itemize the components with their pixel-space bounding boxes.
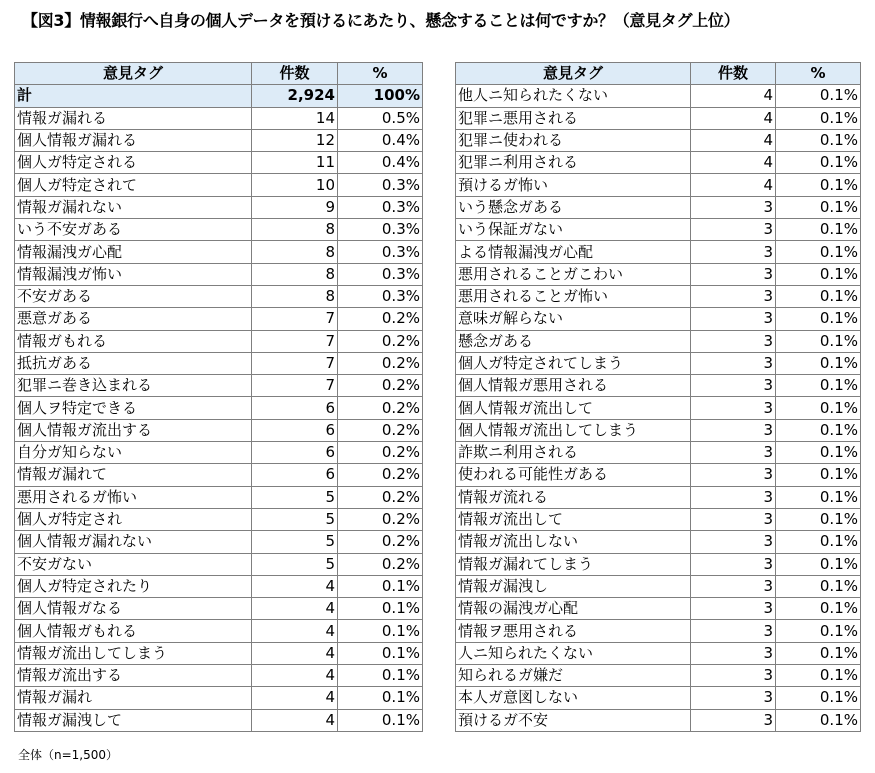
table-row — [15, 442, 423, 464]
table-row — [15, 107, 423, 129]
tag-cell: いう保証ガない — [456, 219, 691, 241]
table-row — [456, 330, 861, 352]
total-row — [15, 85, 423, 107]
tag-cell: 情報ガ流出しない — [456, 531, 691, 553]
table-row — [15, 598, 423, 620]
count-cell: 6 — [252, 464, 338, 486]
count-cell: 9 — [252, 196, 338, 218]
percent-cell: 0.1% — [776, 553, 861, 575]
table-row — [15, 397, 423, 419]
count-cell: 4 — [691, 174, 776, 196]
table-row — [15, 709, 423, 731]
count-cell: 4 — [252, 620, 338, 642]
percent-cell: 0.1% — [776, 642, 861, 664]
tag-cell: 情報ガ漏れてしまう — [456, 553, 691, 575]
count-cell: 8 — [252, 285, 338, 307]
tag-cell: 個人情報ガ流出する — [15, 419, 252, 441]
count-cell: 4 — [252, 598, 338, 620]
tag-cell: 情報ガもれる — [15, 330, 252, 352]
table-row — [456, 152, 861, 174]
tag-cell: 知られるガ嫌だ — [456, 665, 691, 687]
count-cell: 3 — [691, 486, 776, 508]
tag-cell: 情報ガ流出して — [456, 508, 691, 530]
percent-cell: 0.1% — [776, 352, 861, 374]
count-cell: 11 — [252, 152, 338, 174]
tag-cell: 不安ガある — [15, 285, 252, 307]
count-cell: 3 — [691, 419, 776, 441]
total-label: 計 — [15, 85, 252, 107]
table-row — [15, 352, 423, 374]
count-cell: 4 — [691, 107, 776, 129]
percent-cell: 0.1% — [776, 129, 861, 151]
total-count: 2,924 — [252, 85, 338, 107]
tag-cell: 個人情報ガ流出してしまう — [456, 419, 691, 441]
table-row — [456, 375, 861, 397]
table-row — [456, 687, 861, 709]
tag-cell: 情報ガ漏れる — [15, 107, 252, 129]
table-row — [456, 598, 861, 620]
column-header-tag: 意見タグ — [456, 63, 691, 85]
count-cell: 3 — [691, 575, 776, 597]
percent-cell: 0.2% — [338, 508, 423, 530]
count-cell: 4 — [252, 709, 338, 731]
tag-cell: 犯罪ニ使われる — [456, 129, 691, 151]
table-row — [15, 174, 423, 196]
percent-cell: 0.2% — [338, 419, 423, 441]
table-row — [456, 419, 861, 441]
table-row — [456, 620, 861, 642]
count-cell: 3 — [691, 464, 776, 486]
column-header-count: 件数 — [252, 63, 338, 85]
table-row — [456, 575, 861, 597]
percent-cell: 0.5% — [338, 107, 423, 129]
count-cell: 7 — [252, 375, 338, 397]
tag-cell: 個人ガ特定されてしまう — [456, 352, 691, 374]
tag-cell: 個人ガ特定される — [15, 152, 252, 174]
table-row — [15, 241, 423, 263]
percent-cell: 0.1% — [776, 219, 861, 241]
table-row — [15, 642, 423, 664]
tag-cell: 意味ガ解らない — [456, 308, 691, 330]
table-row — [456, 397, 861, 419]
table-row — [456, 508, 861, 530]
column-header-percent: % — [776, 63, 861, 85]
table-row — [15, 553, 423, 575]
count-cell: 3 — [691, 687, 776, 709]
tag-cell: 自分ガ知らない — [15, 442, 252, 464]
column-header-tag: 意見タグ — [15, 63, 252, 85]
count-cell: 3 — [691, 397, 776, 419]
tag-cell: 個人情報ガ漏れない — [15, 531, 252, 553]
count-cell: 3 — [691, 352, 776, 374]
tag-cell: 個人ヲ特定できる — [15, 397, 252, 419]
percent-cell: 0.2% — [338, 397, 423, 419]
percent-cell: 0.1% — [776, 442, 861, 464]
table-row — [456, 709, 861, 731]
count-cell: 3 — [691, 308, 776, 330]
table-row — [456, 352, 861, 374]
count-cell: 3 — [691, 642, 776, 664]
tag-cell: 個人情報ガもれる — [15, 620, 252, 642]
table-row — [456, 486, 861, 508]
tag-cell: 悪用されることガこわい — [456, 263, 691, 285]
tag-cell: 情報の漏洩ガ心配 — [456, 598, 691, 620]
percent-cell: 0.1% — [338, 575, 423, 597]
tag-cell: 個人ガ特定され — [15, 508, 252, 530]
tag-cell: 情報ガ漏洩し — [456, 575, 691, 597]
tag-cell: 本人ガ意図しない — [456, 687, 691, 709]
count-cell: 4 — [252, 642, 338, 664]
percent-cell: 0.1% — [776, 263, 861, 285]
count-cell: 10 — [252, 174, 338, 196]
count-cell: 3 — [691, 241, 776, 263]
tag-cell: 情報ガ漏れない — [15, 196, 252, 218]
percent-cell: 0.1% — [776, 687, 861, 709]
tag-cell: 預けるガ怖い — [456, 174, 691, 196]
tag-cell: 情報漏洩ガ心配 — [15, 241, 252, 263]
table-row — [456, 219, 861, 241]
percent-cell: 0.2% — [338, 553, 423, 575]
count-cell: 7 — [252, 330, 338, 352]
tag-cell: 情報ガ漏れ — [15, 687, 252, 709]
sample-size-note: 全体（n=1,500） — [18, 748, 119, 762]
percent-cell: 0.2% — [338, 442, 423, 464]
count-cell: 3 — [691, 285, 776, 307]
table-row — [456, 531, 861, 553]
percent-cell: 0.1% — [776, 308, 861, 330]
table-row — [15, 219, 423, 241]
count-cell: 8 — [252, 263, 338, 285]
count-cell: 4 — [691, 129, 776, 151]
percent-cell: 0.2% — [338, 464, 423, 486]
percent-cell: 0.2% — [338, 486, 423, 508]
percent-cell: 0.2% — [338, 352, 423, 374]
count-cell: 6 — [252, 442, 338, 464]
percent-cell: 0.4% — [338, 129, 423, 151]
table-row — [456, 263, 861, 285]
tag-cell: 個人ガ特定されて — [15, 174, 252, 196]
tag-cell: 他人ニ知られたくない — [456, 85, 691, 107]
count-cell: 3 — [691, 442, 776, 464]
count-cell: 3 — [691, 620, 776, 642]
percent-cell: 0.1% — [776, 598, 861, 620]
count-cell: 3 — [691, 330, 776, 352]
table-row — [15, 575, 423, 597]
count-cell: 14 — [252, 107, 338, 129]
percent-cell: 0.3% — [338, 263, 423, 285]
tag-cell: 情報漏洩ガ怖い — [15, 263, 252, 285]
percent-cell: 0.1% — [338, 642, 423, 664]
count-cell: 6 — [252, 397, 338, 419]
table-row — [456, 308, 861, 330]
percent-cell: 0.1% — [338, 709, 423, 731]
tag-cell: 情報ガ流出する — [15, 665, 252, 687]
table-row — [15, 375, 423, 397]
percent-cell: 0.2% — [338, 531, 423, 553]
table-row — [456, 174, 861, 196]
table-row — [456, 196, 861, 218]
percent-cell: 0.1% — [776, 107, 861, 129]
count-cell: 5 — [252, 486, 338, 508]
tag-cell: 情報ガ流れる — [456, 486, 691, 508]
percent-cell: 0.2% — [338, 308, 423, 330]
percent-cell: 0.1% — [776, 241, 861, 263]
table-row — [15, 196, 423, 218]
percent-cell: 0.2% — [338, 375, 423, 397]
figure-title: 【図3】情報銀行へ自身の個人データを預けるにあたり、懸念することは何ですか？（意見タグ上位） — [22, 11, 740, 30]
column-header-percent: % — [338, 63, 423, 85]
table-row — [15, 508, 423, 530]
tag-cell: 人ニ知られたくない — [456, 642, 691, 664]
opinion-tag-table-left — [14, 62, 423, 732]
tag-cell: 不安ガない — [15, 553, 252, 575]
tag-cell: 詐欺ニ利用される — [456, 442, 691, 464]
percent-cell: 0.1% — [776, 464, 861, 486]
column-header-count: 件数 — [691, 63, 776, 85]
table-row — [15, 330, 423, 352]
count-cell: 3 — [691, 598, 776, 620]
table-row — [456, 442, 861, 464]
tag-cell: 犯罪ニ悪用される — [456, 107, 691, 129]
percent-cell: 0.1% — [776, 419, 861, 441]
tag-cell: いう懸念ガある — [456, 196, 691, 218]
table-row — [15, 486, 423, 508]
table-row — [456, 241, 861, 263]
percent-cell: 0.1% — [776, 152, 861, 174]
count-cell: 6 — [252, 419, 338, 441]
percent-cell: 0.3% — [338, 219, 423, 241]
percent-cell: 0.1% — [776, 709, 861, 731]
count-cell: 7 — [252, 308, 338, 330]
table-row — [15, 129, 423, 151]
percent-cell: 0.1% — [776, 486, 861, 508]
tag-cell: 個人情報ガなる — [15, 598, 252, 620]
tag-cell: 悪用されることガ怖い — [456, 285, 691, 307]
count-cell: 4 — [691, 85, 776, 107]
tag-cell: 懸念ガある — [456, 330, 691, 352]
count-cell: 3 — [691, 709, 776, 731]
count-cell: 5 — [252, 508, 338, 530]
percent-cell: 0.1% — [776, 508, 861, 530]
tag-cell: よる情報漏洩ガ心配 — [456, 241, 691, 263]
tag-cell: 預けるガ不安 — [456, 709, 691, 731]
percent-cell: 0.1% — [338, 665, 423, 687]
table-row — [15, 665, 423, 687]
percent-cell: 0.1% — [338, 687, 423, 709]
table-row — [456, 464, 861, 486]
tag-cell: 個人情報ガ漏れる — [15, 129, 252, 151]
tag-cell: 個人情報ガ流出して — [456, 397, 691, 419]
count-cell: 3 — [691, 263, 776, 285]
tag-cell: 情報ガ漏洩して — [15, 709, 252, 731]
count-cell: 5 — [252, 531, 338, 553]
percent-cell: 0.3% — [338, 174, 423, 196]
tag-cell: 個人情報ガ悪用される — [456, 375, 691, 397]
percent-cell: 0.1% — [776, 285, 861, 307]
count-cell: 8 — [252, 219, 338, 241]
table-row — [456, 285, 861, 307]
count-cell: 3 — [691, 665, 776, 687]
count-cell: 3 — [691, 219, 776, 241]
count-cell: 3 — [691, 553, 776, 575]
tag-cell: 悪意ガある — [15, 308, 252, 330]
tag-cell: 犯罪ニ巻き込まれる — [15, 375, 252, 397]
percent-cell: 0.1% — [776, 196, 861, 218]
percent-cell: 0.1% — [776, 531, 861, 553]
tag-cell: 抵抗ガある — [15, 352, 252, 374]
count-cell: 4 — [691, 152, 776, 174]
percent-cell: 0.1% — [776, 174, 861, 196]
table-row — [15, 687, 423, 709]
percent-cell: 0.4% — [338, 152, 423, 174]
count-cell: 4 — [252, 665, 338, 687]
table-row — [456, 553, 861, 575]
opinion-tag-table-right — [455, 62, 861, 732]
table-header-row — [15, 63, 423, 85]
percent-cell: 0.3% — [338, 196, 423, 218]
tag-cell: 情報ガ漏れて — [15, 464, 252, 486]
percent-cell: 0.3% — [338, 285, 423, 307]
count-cell: 8 — [252, 241, 338, 263]
percent-cell: 0.1% — [776, 330, 861, 352]
table-row — [456, 642, 861, 664]
tag-cell: 犯罪ニ利用される — [456, 152, 691, 174]
tag-cell: 個人ガ特定されたり — [15, 575, 252, 597]
percent-cell: 0.2% — [338, 330, 423, 352]
count-cell: 3 — [691, 531, 776, 553]
tag-cell: 使われる可能性ガある — [456, 464, 691, 486]
table-header-row — [456, 63, 861, 85]
table-row — [15, 263, 423, 285]
table-row — [456, 85, 861, 107]
count-cell: 4 — [252, 687, 338, 709]
count-cell: 12 — [252, 129, 338, 151]
table-row — [15, 531, 423, 553]
percent-cell: 0.1% — [776, 665, 861, 687]
percent-cell: 0.1% — [776, 620, 861, 642]
percent-cell: 0.1% — [338, 620, 423, 642]
table-row — [15, 285, 423, 307]
total-percent: 100% — [338, 85, 423, 107]
count-cell: 3 — [691, 196, 776, 218]
percent-cell: 0.1% — [776, 85, 861, 107]
count-cell: 5 — [252, 553, 338, 575]
count-cell: 3 — [691, 375, 776, 397]
table-row — [15, 308, 423, 330]
table-row — [456, 107, 861, 129]
table-row — [15, 464, 423, 486]
tag-cell: 情報ガ流出してしまう — [15, 642, 252, 664]
tag-cell: 悪用されるガ怖い — [15, 486, 252, 508]
table-row — [15, 419, 423, 441]
percent-cell: 0.1% — [338, 598, 423, 620]
percent-cell: 0.1% — [776, 397, 861, 419]
percent-cell: 0.3% — [338, 241, 423, 263]
table-row — [456, 129, 861, 151]
tag-cell: いう不安ガある — [15, 219, 252, 241]
table-row — [15, 620, 423, 642]
count-cell: 3 — [691, 508, 776, 530]
count-cell: 4 — [252, 575, 338, 597]
table-row — [15, 152, 423, 174]
percent-cell: 0.1% — [776, 375, 861, 397]
table-row — [456, 665, 861, 687]
count-cell: 7 — [252, 352, 338, 374]
tag-cell: 情報ヲ悪用される — [456, 620, 691, 642]
percent-cell: 0.1% — [776, 575, 861, 597]
